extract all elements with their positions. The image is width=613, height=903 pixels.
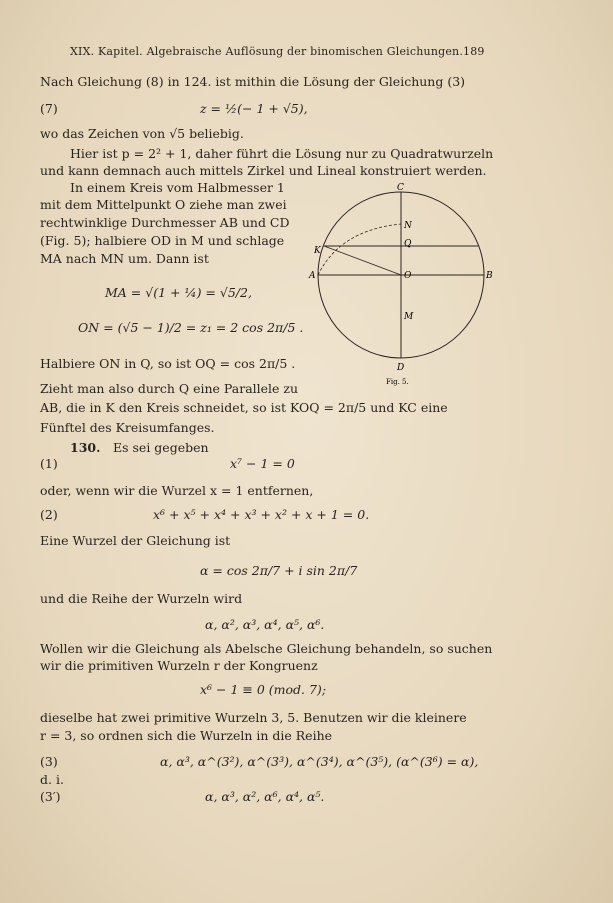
equation-7: z = ½(− 1 + √5), <box>200 101 308 116</box>
equation-number: (3) <box>40 754 58 769</box>
equation-series: α, α², α³, α⁴, α⁵, α⁶. <box>205 617 325 632</box>
page-number: 189 <box>463 45 485 58</box>
label-d: D <box>397 363 405 373</box>
text-line: MA nach MN um. Dann ist <box>40 251 209 266</box>
equation-number: (3′) <box>40 789 61 804</box>
text-line: Nach Gleichung (8) in 124. ist mithin die Lösung der Gleichung (3) <box>40 74 466 89</box>
equation-number: (1) <box>40 456 58 471</box>
section-text: Es sei gegeben <box>113 440 209 455</box>
label-q: Q <box>404 239 412 249</box>
equation-1: x⁷ − 1 = 0 <box>230 456 295 471</box>
text-line: oder, wenn wir die Wurzel x = 1 entfernen, <box>40 483 314 498</box>
label-m: M <box>404 312 414 322</box>
equation-alpha: α = cos 2π/7 + i sin 2π/7 <box>200 563 358 578</box>
label-b: B <box>486 271 493 281</box>
text-line: Zieht man also durch Q eine Parallele zu <box>40 381 299 396</box>
text-line: dieselbe hat zwei primitive Wurzeln 3, 5. Benutzen wir die kleinere <box>40 710 467 725</box>
text-line: wir die primitiven Wurzeln r der Kongruenz <box>40 658 318 673</box>
text-line: rechtwinklige Durchmesser AB und CD <box>40 215 290 230</box>
text-line: r = 3, so ordnen sich die Wurzeln in die Reihe <box>40 728 333 743</box>
text-line: Eine Wurzel der Gleichung ist <box>40 533 231 548</box>
text-line: In einem Kreis vom Halbmesser 1 <box>70 180 285 195</box>
label-o: O <box>404 271 412 281</box>
label-c: C <box>397 183 404 193</box>
text-line: Wollen wir die Gleichung als Abelsche Gleichung behandeln, so suchen <box>40 641 493 656</box>
text-line: Halbiere ON in Q, so ist OQ = cos 2π/5 . <box>40 356 296 371</box>
figure-caption: Fig. 5. <box>386 378 409 386</box>
label-n: N <box>404 221 412 231</box>
equation-ma: MA = √(1 + ¼) = √5/2, <box>105 285 252 300</box>
label-a: A <box>309 271 316 281</box>
label-k: K <box>314 246 321 256</box>
section-number: 130. <box>70 440 101 455</box>
text-line: und die Reihe der Wurzeln wird <box>40 591 243 606</box>
running-header: XIX. Kapitel. Algebraische Auflösung der binomischen Gleichungen. <box>70 45 464 58</box>
text-line: und kann demnach auch mittels Zirkel und Lineal konstruiert werden. <box>40 163 487 178</box>
text-line: wo das Zeichen von √5 beliebig. <box>40 126 244 141</box>
equation-on: ON = (√5 − 1)/2 = z₁ = 2 cos 2π/5 . <box>78 320 304 335</box>
figure-5-diagram <box>300 180 500 390</box>
text-line: (Fig. 5); halbiere OD in M und schlage <box>40 233 285 248</box>
equation-3: α, α³, α^(3²), α^(3³), α^(3⁴), α^(3⁵), (α^(3⁶) = α), <box>160 754 479 769</box>
equation-congruence: x⁶ − 1 ≡ 0 (mod. 7); <box>200 682 327 697</box>
equation-2: x⁶ + x⁵ + x⁴ + x³ + x² + x + 1 = 0. <box>153 507 370 522</box>
text-line: Hier ist p = 2² + 1, daher führt die Lösung nur zu Quadratwurzeln <box>70 146 494 161</box>
text-line: Fünftel des Kreisumfanges. <box>40 420 215 435</box>
equation-3-prime: α, α³, α², α⁶, α⁴, α⁵. <box>205 789 325 804</box>
text-line: AB, die in K den Kreis schneidet, so ist KOQ = 2π/5 und KC eine <box>40 400 448 415</box>
text-line: mit dem Mittelpunkt O ziehe man zwei <box>40 197 287 212</box>
equation-number: (7) <box>40 101 58 116</box>
equation-number: (2) <box>40 507 58 522</box>
text-line: d. i. <box>40 772 64 787</box>
